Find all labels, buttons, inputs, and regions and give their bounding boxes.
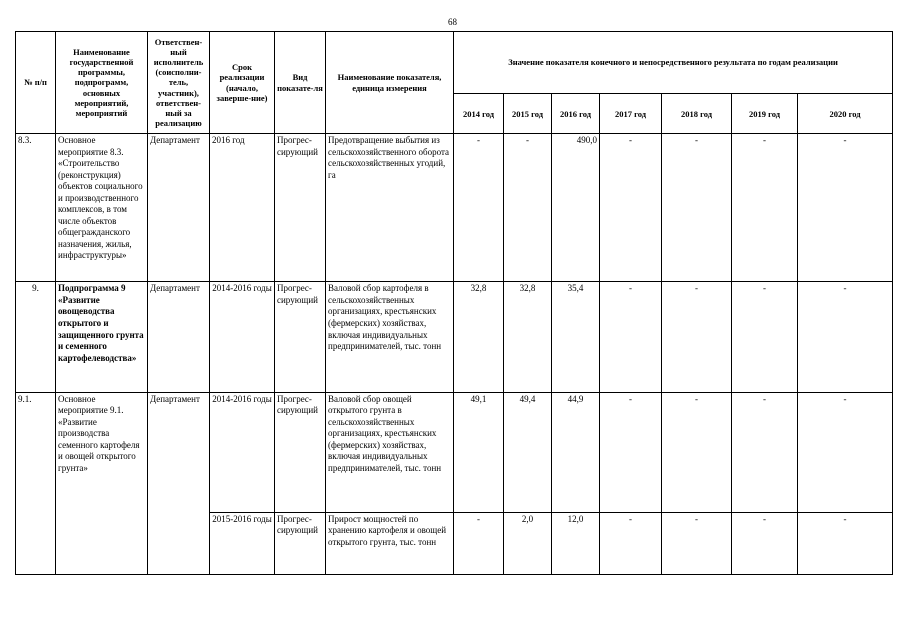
header-name: Наименование государственной программы, подпрограмм, основных мероприятий, мероприятий — [56, 32, 148, 134]
executor: Департамент — [148, 282, 210, 392]
value-cell: - — [732, 134, 798, 282]
indicator-kind: Прогрес-сирующий — [275, 512, 326, 574]
row-number: 9. — [16, 282, 56, 392]
term: 2014-2016 годы — [210, 392, 275, 512]
header-executor: Ответствен-ный исполнитель (соисполни-тель, участник), ответствен-ный за реализацию — [148, 32, 210, 134]
value-cell: 2,0 — [504, 512, 552, 574]
value-cell: - — [662, 392, 732, 512]
value-cell: - — [662, 134, 732, 282]
header-row-top — [16, 32, 893, 94]
value-cell: - — [454, 512, 504, 574]
header-year: 2020 год — [798, 94, 893, 134]
indicator-kind: Прогрес-сирующий — [275, 282, 326, 392]
value-cell: - — [454, 134, 504, 282]
value-cell: - — [662, 282, 732, 392]
header-year: 2018 год — [662, 94, 732, 134]
header-year: 2014 год — [454, 94, 504, 134]
value-cell: 49,1 — [454, 392, 504, 512]
row-number: 8.3. — [16, 134, 56, 282]
header-year: 2016 год — [552, 94, 600, 134]
indicator-name: Предотвращение выбытия из сельскохозяйственного оборота сельскохозяйственных угодий, га — [326, 134, 454, 282]
indicator-name: Валовой сбор овощей открытого грунта в сельскохозяйственных организациях, крестьянских (фермерских) хозяйствах, включая индивидуальных предпринимателей, тыс. тонн — [326, 392, 454, 512]
term: 2016 год — [210, 134, 275, 282]
value-cell: 49,4 — [504, 392, 552, 512]
value-cell: - — [732, 282, 798, 392]
indicator-name: Валовой сбор картофеля в сельскохозяйственных организациях, крестьянских (фермерских) хозяйствах, включая индивидуальных предпринимателей, тыс. тонн — [326, 282, 454, 392]
row-number: 9.1. — [16, 392, 56, 574]
indicator-kind: Прогрес-сирующий — [275, 134, 326, 282]
term: 2014-2016 годы — [210, 282, 275, 392]
value-cell: 44,9 — [552, 392, 600, 512]
value-cell: - — [662, 512, 732, 574]
header-values-group: Значение показателя конечного и непосредственного результата по годам реализации — [454, 32, 893, 94]
executor: Департамент — [148, 134, 210, 282]
header-indicator: Наименование показателя, единица измерения — [326, 32, 454, 134]
value-cell: 35,4 — [552, 282, 600, 392]
value-cell: - — [600, 282, 662, 392]
value-cell: 12,0 — [552, 512, 600, 574]
value-cell: - — [798, 282, 893, 392]
term: 2015-2016 годы — [210, 512, 275, 574]
value-cell: 490,0 — [552, 134, 600, 282]
subprogram-name: Подпрограмма 9 «Развитие овощеводства открытого и защищенного грунта и семенного картофелеводства» — [56, 282, 148, 392]
value-cell: 32,8 — [504, 282, 552, 392]
value-cell: - — [732, 392, 798, 512]
value-cell: - — [798, 392, 893, 512]
measure-name: Основное мероприятие 9.1. «Развитие производства семенного картофеля и овощей открытого грунта» — [56, 392, 148, 574]
header-year: 2015 год — [504, 94, 552, 134]
measure-name: Основное мероприятие 8.3. «Строительство (реконструкция) объектов социального и производственного комплексов, в том числе объектов общегражданского назначения, жилья, инфраструктуры» — [56, 134, 148, 282]
header-year: 2017 год — [600, 94, 662, 134]
value-cell: - — [600, 512, 662, 574]
value-cell: - — [600, 134, 662, 282]
value-cell: - — [732, 512, 798, 574]
header-term: Срок реализации (начало, заверше-ние) — [210, 32, 275, 134]
header-year: 2019 год — [732, 94, 798, 134]
page-number: 68 — [448, 17, 457, 27]
indicator-kind: Прогрес-сирующий — [275, 392, 326, 512]
value-cell: - — [798, 134, 893, 282]
table-row — [16, 282, 893, 392]
value-cell: 32,8 — [454, 282, 504, 392]
program-indicators-table — [15, 31, 893, 575]
value-cell: - — [600, 392, 662, 512]
value-cell: - — [798, 512, 893, 574]
executor: Департамент — [148, 392, 210, 574]
table-row — [16, 392, 893, 512]
indicator-name: Прирост мощностей по хранению картофеля и овощей открытого грунта, тыс. тонн — [326, 512, 454, 574]
header-num: № п/п — [16, 32, 56, 134]
table-row — [16, 134, 893, 282]
value-cell: - — [504, 134, 552, 282]
header-kind: Вид показате-ля — [275, 32, 326, 134]
